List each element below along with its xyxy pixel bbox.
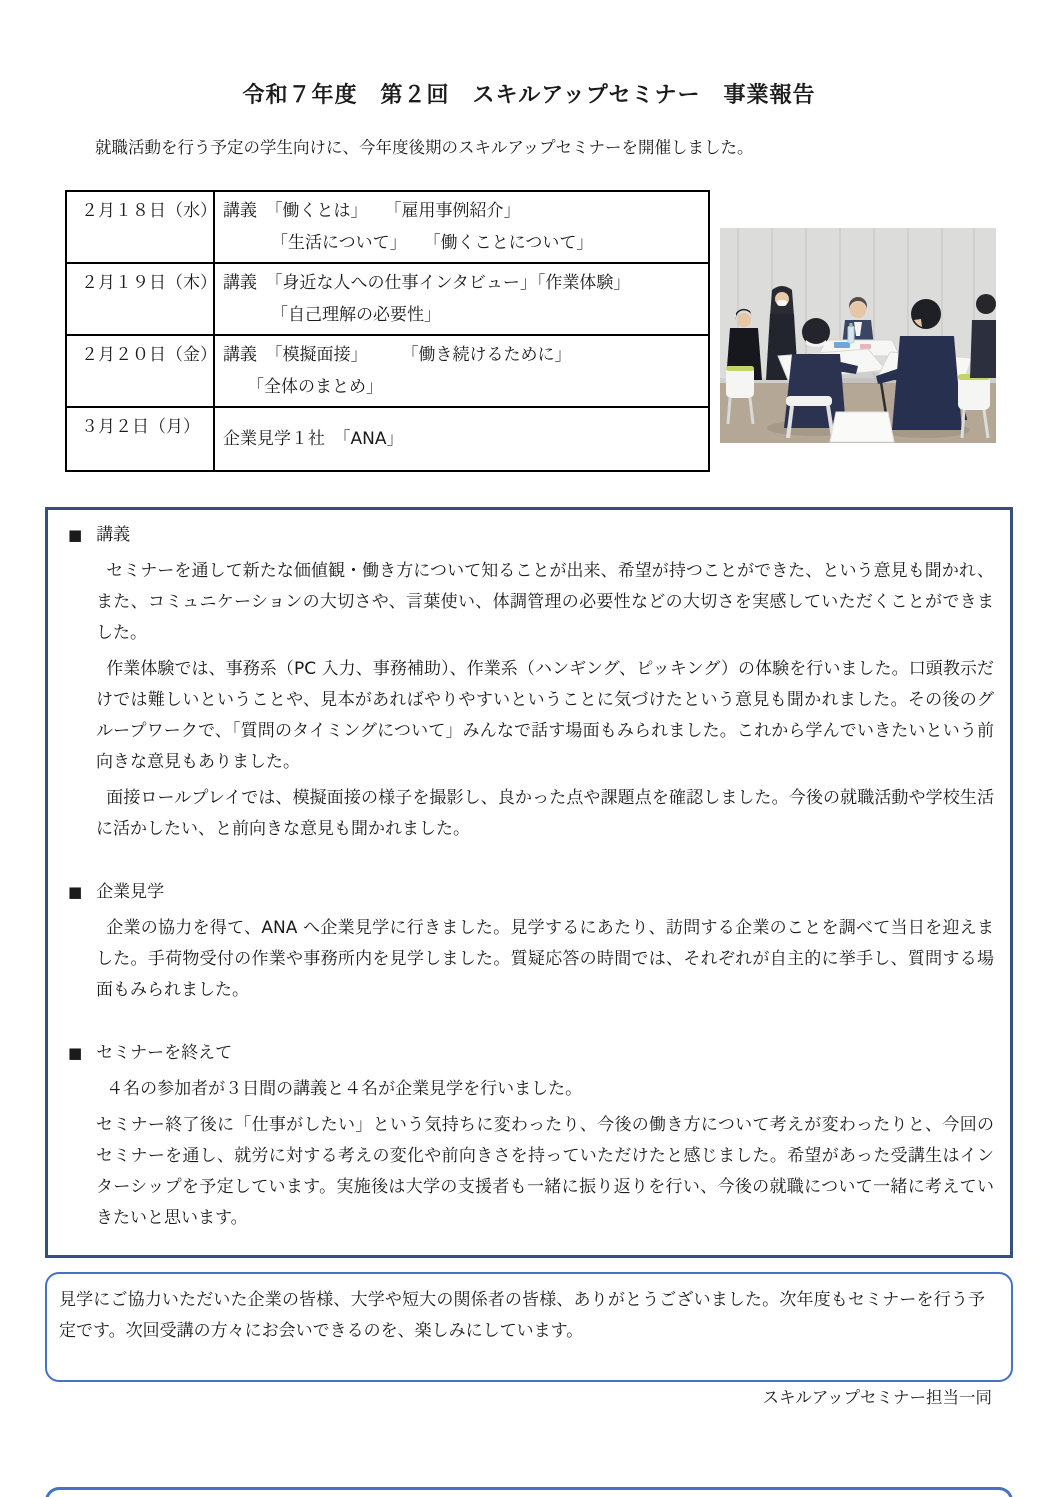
schedule-date: ２月１９日（木）: [66, 263, 214, 335]
square-bullet-icon: ■: [68, 1044, 83, 1062]
schedule-date: ３月２日（月）: [66, 407, 214, 471]
schedule-line: 「生活について」 「働くことについて」: [271, 233, 594, 253]
schedule-line: 企業見学１社 「ANA」: [223, 429, 404, 449]
schedule-line: 講義 「身近な人への仕事インタビュー」「作業体験」: [223, 273, 631, 293]
schedule-table: [65, 190, 710, 472]
section-heading: 企業見学: [96, 882, 165, 902]
seminar-photo: [720, 228, 996, 443]
table-row: [66, 335, 709, 407]
paragraph: 面接ロールプレイでは、模擬面接の様子を撮影し、良かった点や課題点を確認しました。今後の就職活動や学校生活に活かしたい、と前向きな意見も聞かれました。: [96, 788, 994, 839]
closing-message: 見学にご協力いただいた企業の皆様、大学や短大の関係者の皆様、ありがとうございました。次年度もセミナーを行う予定です。次回受講の方々にお会いできるのを、楽しみにしています。: [59, 1290, 985, 1341]
table-row: [66, 191, 709, 263]
signature: スキルアップセミナー担当一同: [762, 1388, 992, 1407]
section-heading-row: [48, 1038, 994, 1069]
section-heading: 講義: [96, 525, 131, 545]
report-box: [45, 507, 1013, 1258]
paragraph: 作業体験では、事務系（PC 入力、事務補助）、作業系（ハンギング、ピッキング）の体験を行いました。口頭教示だけでは難しいということや、見本があればやりやすいということに気づけたという意見も聞かれました。その後のグループワークで、「質問のタイミングについて」みんなで話す場面もみられました。これから学んでいきたいという前向きな意見もありました。: [96, 659, 994, 772]
paragraph: 企業の協力を得て、ANA へ企業見学に行きました。見学するにあたり、訪問する企業のことを調べて当日を迎えました。手荷物受付の作業や事務所内を見学しました。質疑応答の時間では、それぞれが自主的に挙手し、質問する場面もみられました。: [96, 918, 994, 1000]
section-lecture: [48, 520, 994, 845]
schedule-line: 「自己理解の必要性」: [271, 305, 441, 325]
paragraph: ４名の参加者が３日間の講義と４名が企業見学を行いました。: [106, 1079, 583, 1099]
paragraph: セミナーを通して新たな価値観・働き方について知ることが出来、希望が持つことができた、という意見も聞かれ、また、コミュニケーションの大切さや、言葉使い、体調管理の必要性などの大切さを実感していただくことができました。: [96, 561, 994, 643]
schedule-content: [214, 335, 709, 407]
page-title: 令和７年度 第２回 スキルアップセミナー 事業報告: [242, 83, 816, 108]
schedule-content: [214, 263, 709, 335]
schedule-line: 講義 「働くとは」 「雇用事例紹介」: [223, 201, 521, 221]
section-wrap-up: [48, 1038, 994, 1234]
schedule-content: [214, 191, 709, 263]
paragraph: セミナー終了後に「仕事がしたい」という気持ちに変わったり、今後の働き方について考えが変わったりと、今回のセミナーを通し、就労に対する考えの変化や前向きさを持っていただけたと感じました。希望があった受講生はインターシップを予定しています。実施後は大学の支援者も一緒に振り返りを行い、今後の就職について一緒に考えていきたいと思います。: [96, 1115, 994, 1228]
table-row: [66, 407, 709, 471]
section-heading: セミナーを終えて: [96, 1043, 233, 1063]
section-heading-row: [48, 877, 994, 908]
section-heading-row: [48, 520, 994, 551]
section-company-visit: [48, 877, 994, 1006]
schedule-date: ２月１８日（水）: [66, 191, 214, 263]
table-row: [66, 263, 709, 335]
schedule-date: ２月２０日（金）: [66, 335, 214, 407]
square-bullet-icon: ■: [68, 883, 83, 901]
closing-message-box: [45, 1272, 1013, 1382]
schedule-line: 「全体のまとめ」: [247, 377, 383, 397]
intro-text: 就職活動を行う予定の学生向けに、今年度後期のスキルアップセミナーを開催しました。: [95, 138, 754, 157]
cutoff-next-box-top: [45, 1487, 1013, 1497]
square-bullet-icon: ■: [68, 526, 83, 544]
schedule-content: [214, 407, 709, 471]
schedule-line: 講義 「模擬面接」 「働き続けるために」: [223, 345, 572, 365]
